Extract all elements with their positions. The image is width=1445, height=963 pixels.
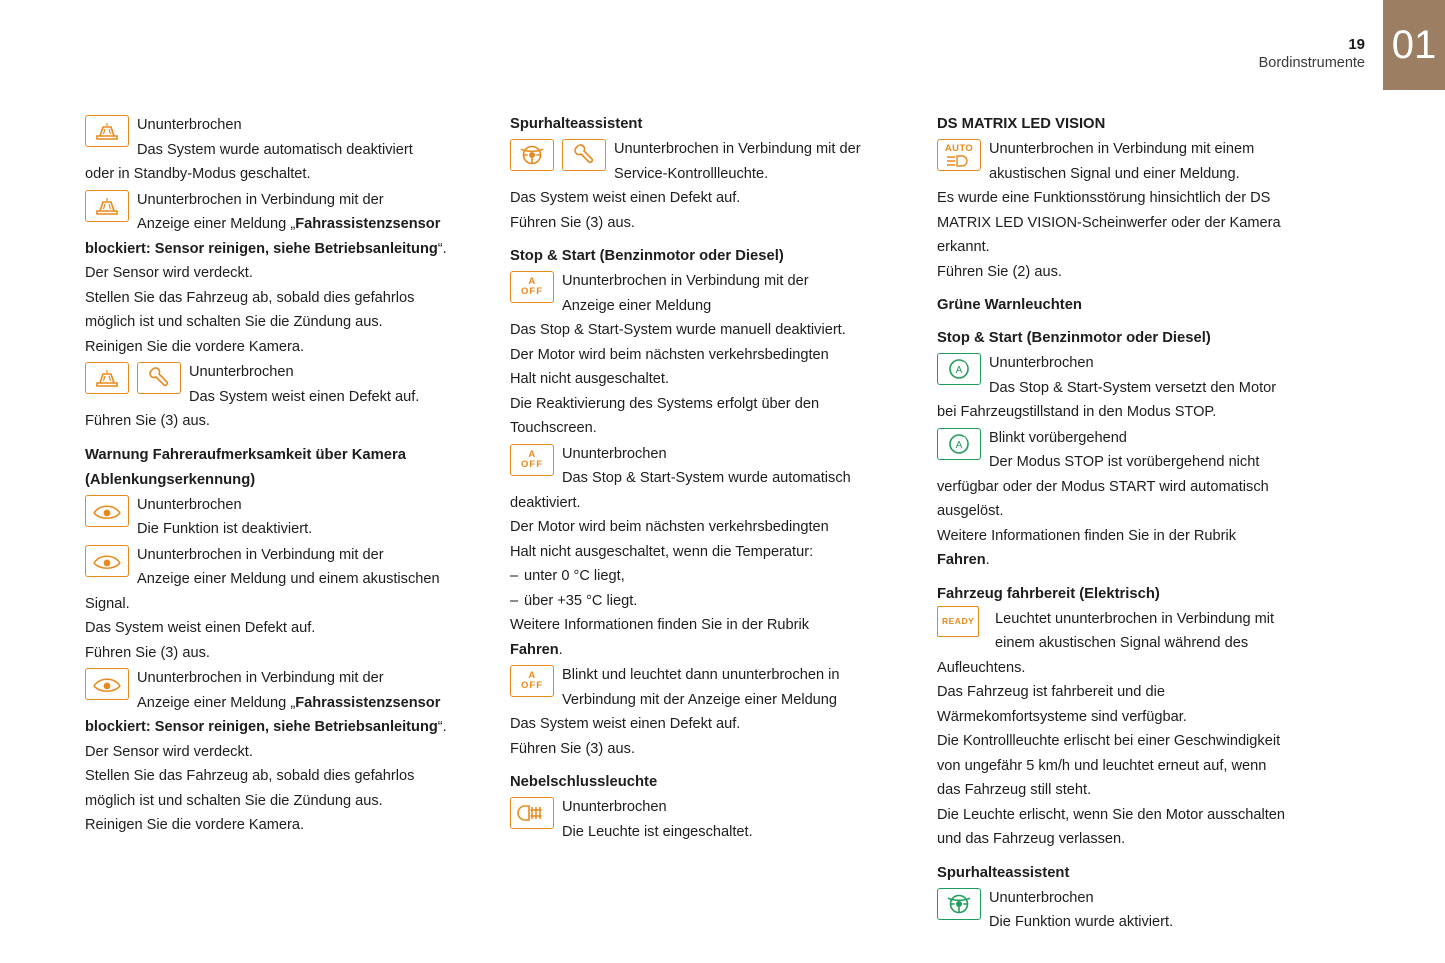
section-heading-stop-start-green: Stop & Start (Benzinmotor oder Diesel) <box>937 330 1211 346</box>
detail-line: Weitere Informationen finden Sie in der Rubrik <box>510 617 810 633</box>
detail-line: akustischen Signal und einer Meldung. <box>989 165 1240 182</box>
svg-text:A: A <box>955 365 963 376</box>
section-heading-lane-assist: Spurhalteassistent <box>510 116 643 132</box>
status-line: Blinkt vorübergehend <box>989 429 1127 446</box>
status-line: Ununterbrochen <box>989 889 1094 906</box>
icon-group <box>85 668 129 700</box>
detail-line: Das Fahrzeug ist fahrbereit und die <box>937 684 1165 700</box>
detail-line: Das System weist einen Defekt auf. <box>510 716 741 732</box>
header-text <box>1259 36 1365 72</box>
stop-start-off-icon <box>510 271 554 303</box>
section-heading-driver-attention-2: (Ablenkungserkennung) <box>85 471 256 488</box>
entry-lane-defect <box>510 137 912 235</box>
detail-line: oder in Standby-Modus geschaltet. <box>85 166 311 182</box>
icon-label: A OFF <box>521 448 543 470</box>
detail-line: Weitere Informationen finden Sie in der Rubrik <box>937 527 1237 544</box>
front-camera-warning-icon <box>85 190 129 222</box>
detail-line: Fahren. <box>937 552 990 568</box>
entry-lane-active <box>937 886 1339 935</box>
bold-message: blockiert: Sensor reinigen, siehe Betriebsanleitung <box>85 240 438 257</box>
status-line: Ununterbrochen <box>989 355 1094 371</box>
detail-line: Führen Sie (3) aus. <box>510 740 635 757</box>
list-item: – über +35 °C liegt. <box>510 589 912 614</box>
chapter-tab: 01 <box>1383 0 1445 90</box>
detail-line: bei Fahrzeugstillstand in den Modus STOP. <box>937 404 1217 420</box>
status-line: Ununterbrochen in Verbindung mit der <box>137 670 384 686</box>
detail-line: Die Kontrollleuchte erlischt bei einer Geschwindigkeit <box>937 733 1281 749</box>
lane-keeping-active-icon <box>937 888 981 920</box>
dash-bullet: – <box>510 568 519 584</box>
detail-line: Das System weist einen Defekt auf. <box>189 388 420 405</box>
entry-text <box>614 137 912 186</box>
vehicle-ready-icon <box>937 609 987 635</box>
detail-line: blockiert: Sensor reinigen, siehe Betriebsanleitung“. <box>85 719 447 735</box>
detail-line: und das Fahrzeug verlassen. <box>937 831 1126 847</box>
detail-line: erkannt. <box>937 239 990 255</box>
auto-matrix-led-icon <box>937 139 981 171</box>
detail-line: Das System wurde automatisch deaktiviert <box>137 141 413 158</box>
detail-line: Es wurde eine Funktionsstörung hinsichtlich der DS <box>937 190 1271 206</box>
entry-rear-fog-on <box>510 795 912 844</box>
stop-start-off-icon <box>510 665 554 697</box>
lane-keeping-steering-icon <box>510 139 554 171</box>
entry-stopstart-defect <box>510 663 912 761</box>
detail-line: Die Leuchte erlischt, wenn Sie den Motor ausschalten <box>937 806 1286 823</box>
icon-group <box>937 609 987 635</box>
driver-attention-eye-icon <box>85 668 129 700</box>
detail-line: Wärmekomfortsysteme sind verfügbar. <box>937 708 1187 725</box>
bold-message: blockiert: Sensor reinigen, siehe Betriebsanleitung <box>85 719 438 735</box>
list-item: – unter 0 °C liegt, <box>510 564 912 589</box>
detail-line: blockiert: Sensor reinigen, siehe Betriebsanleitung“. <box>85 240 447 257</box>
icon-group <box>937 428 981 460</box>
ready-badge-label: READY <box>937 606 979 637</box>
icon-label: A OFF <box>521 670 543 691</box>
entry-text <box>989 886 1339 935</box>
detail-line: Reinigen Sie die vordere Kamera. <box>85 338 305 355</box>
icon-label: AUTO <box>945 144 973 167</box>
column-3 <box>937 112 1339 935</box>
bold-reference: Fahren <box>937 552 986 568</box>
detail-line: Der Modus STOP ist vorübergehend nicht <box>989 454 1260 470</box>
icon-group <box>85 545 129 577</box>
icon-group <box>85 362 181 394</box>
detail-line: Stellen Sie das Fahrzeug ab, sobald dies gefahrlos <box>85 289 415 306</box>
icon-group <box>85 190 129 222</box>
detail-line: Führen Sie (3) aus. <box>85 644 210 661</box>
detail-line: Die Reaktivierung des Systems erfolgt über den <box>510 395 820 412</box>
icon-group <box>510 271 554 303</box>
icon-group <box>510 797 554 829</box>
detail-line: möglich ist und schalten Sie die Zündung aus. <box>85 314 383 330</box>
detail-line: Das System weist einen Defekt auf. <box>85 620 316 636</box>
status-line: Ununterbrochen in Verbindung mit einem <box>989 141 1255 157</box>
wrench-service-icon <box>137 362 181 394</box>
detail-line: MATRIX LED VISION-Scheinwerfer oder der Kamera <box>937 214 1281 231</box>
status-line: Leuchtet ununterbrochen in Verbindung mit <box>995 610 1275 627</box>
section-heading-rear-fog: Nebelschlussleuchte <box>510 774 658 790</box>
detail-line: Der Motor wird beim nächsten verkehrsbedingten <box>510 346 829 363</box>
status-line: Blinkt und leuchtet dann ununterbrochen in <box>562 667 840 683</box>
detail-line: von ungefähr 5 km/h und leuchtet erneut auf, wenn <box>937 757 1267 774</box>
icon-group <box>937 888 981 920</box>
status-line: Ununterbrochen in Verbindung mit der <box>137 191 384 208</box>
detail-line: Das System weist einen Defekt auf. <box>510 190 741 206</box>
front-camera-warning-icon <box>85 362 129 394</box>
section-heading-lane-assist-green: Spurhalteassistent <box>937 864 1070 881</box>
rear-fog-lamp-icon <box>510 797 554 829</box>
detail-line: Das Stop & Start-System wurde automatisch <box>562 470 851 486</box>
detail-line: Service-Kontrollleuchte. <box>614 165 769 182</box>
detail-line: Stellen Sie das Fahrzeug ab, sobald dies gefahrlos <box>85 768 415 784</box>
detail-line: Anzeige einer Meldung „Fahrassistenzsensor <box>137 694 441 711</box>
entry-front-camera-standby <box>85 113 487 187</box>
section-heading-green-lamps: Grüne Warnleuchten <box>937 297 1082 313</box>
detail-line: das Fahrzeug still steht. <box>937 782 1092 798</box>
status-line: Ununterbrochen in Verbindung mit der <box>614 141 861 157</box>
detail-line: einem akustischen Signal während des <box>995 635 1249 651</box>
detail-line: Anzeige einer Meldung und einem akustischen <box>137 571 440 587</box>
entry-text <box>137 188 487 237</box>
entry-text <box>189 360 487 409</box>
entry-text <box>989 137 1339 186</box>
entry-text <box>137 543 487 592</box>
driver-attention-eye-icon <box>85 495 129 527</box>
detail-line: Halt nicht ausgeschaltet. <box>510 371 669 387</box>
detail-line: Anzeige einer Meldung <box>562 297 712 314</box>
entry-matrix-led-fault <box>937 137 1339 284</box>
icon-group <box>510 444 554 476</box>
section-heading-vehicle-ready: Fahrzeug fahrbereit (Elektrisch) <box>937 585 1160 602</box>
detail-line: Die Funktion ist deaktiviert. <box>137 521 313 537</box>
column-1 <box>85 112 487 838</box>
detail-line: Anzeige einer Meldung „Fahrassistenzsensor <box>137 216 441 232</box>
detail-line: Das Stop & Start-System versetzt den Motor <box>989 379 1277 396</box>
entry-attention-disabled <box>85 493 487 542</box>
detail-line: Touchscreen. <box>510 420 597 436</box>
detail-line: Führen Sie (2) aus. <box>937 263 1062 280</box>
section-heading-matrix-led: DS MATRIX LED VISION <box>937 116 1106 132</box>
detail-line: Führen Sie (3) aus. <box>85 413 210 429</box>
entry-stopstart-blinking <box>937 426 1339 573</box>
detail-line: Führen Sie (3) aus. <box>510 214 635 231</box>
detail-line: Die Funktion wurde aktiviert. <box>989 914 1174 930</box>
status-line: Ununterbrochen <box>137 496 242 513</box>
section-heading-driver-attention: Warnung Fahreraufmerksamkeit über Kamera <box>85 446 406 463</box>
entry-vehicle-ready <box>937 607 1339 852</box>
detail-line: verfügbar oder der Modus START wird automatisch <box>937 478 1269 495</box>
stop-start-green-icon <box>937 353 981 385</box>
icon-group <box>510 665 554 697</box>
entry-text <box>137 666 487 715</box>
dash-bullet: – <box>510 592 519 609</box>
bold-reference: Fahren <box>510 641 559 658</box>
wrench-service-icon <box>562 139 606 171</box>
detail-line: ausgelöst. <box>937 503 1004 519</box>
detail-line: Fahren. <box>510 641 563 658</box>
detail-line: Das Stop & Start-System wurde manuell deaktiviert. <box>510 322 846 338</box>
section-heading-stop-start: Stop & Start (Benzinmotor oder Diesel) <box>510 248 784 264</box>
entry-text <box>995 607 1339 656</box>
status-line: Ununterbrochen in Verbindung mit der <box>562 273 809 289</box>
temperature-conditions-list <box>510 564 912 613</box>
detail-line: Aufleuchtens. <box>937 659 1026 676</box>
detail-line: Der Sensor wird verdeckt. <box>85 743 253 760</box>
chapter-name: Bordinstrumente <box>1258 55 1365 71</box>
front-camera-warning-icon <box>85 115 129 147</box>
page-number: 19 <box>1348 36 1365 53</box>
detail-line: möglich ist und schalten Sie die Zündung aus. <box>85 792 383 809</box>
detail-line: Halt nicht ausgeschaltet, wenn die Temperatur: <box>510 543 814 560</box>
entry-text <box>137 493 487 542</box>
entry-attention-blocked <box>85 666 487 838</box>
driver-attention-eye-icon <box>85 545 129 577</box>
entry-text <box>562 442 912 491</box>
entry-text <box>137 113 487 162</box>
icon-group <box>937 139 981 171</box>
icon-group <box>85 495 129 527</box>
detail-line: Verbindung mit der Anzeige einer Meldung <box>562 691 838 708</box>
icon-group <box>85 115 129 147</box>
page-content <box>0 112 1445 952</box>
entry-text <box>989 426 1339 475</box>
bold-message: Fahrassistenzsensor <box>295 694 441 711</box>
detail-line: Signal. <box>85 595 130 612</box>
entry-text <box>562 269 912 318</box>
entry-attention-defect <box>85 543 487 666</box>
entry-text <box>989 351 1339 400</box>
status-line: Ununterbrochen in Verbindung mit der <box>137 546 384 563</box>
page-header <box>0 0 1445 90</box>
detail-line: deaktiviert. <box>510 494 581 511</box>
status-line: Ununterbrochen <box>137 117 242 133</box>
svg-text:A: A <box>955 439 963 451</box>
detail-line: Der Motor wird beim nächsten verkehrsbedingten <box>510 519 829 535</box>
entry-stopstart-auto-off <box>510 442 912 663</box>
entry-front-camera-defect <box>85 360 487 434</box>
entry-stopstart-stop-mode <box>937 351 1339 425</box>
stop-start-off-icon <box>510 444 554 476</box>
bold-message: Fahrassistenzsensor <box>295 216 441 232</box>
entry-front-camera-blocked <box>85 188 487 360</box>
icon-group <box>510 139 606 171</box>
status-line: Ununterbrochen <box>562 445 667 462</box>
icon-group <box>937 353 981 385</box>
status-line: Ununterbrochen <box>189 364 294 380</box>
status-line: Ununterbrochen <box>562 799 667 815</box>
entry-text <box>562 795 912 844</box>
detail-line: Die Leuchte ist eingeschaltet. <box>562 823 753 840</box>
detail-line: Reinigen Sie die vordere Kamera. <box>85 817 305 833</box>
entry-stopstart-manual-off <box>510 269 912 441</box>
stop-start-green-icon <box>937 428 981 460</box>
entry-text <box>562 663 912 712</box>
column-2 <box>510 112 912 844</box>
icon-label: A OFF <box>521 276 543 297</box>
detail-line: Der Sensor wird verdeckt. <box>85 265 253 281</box>
